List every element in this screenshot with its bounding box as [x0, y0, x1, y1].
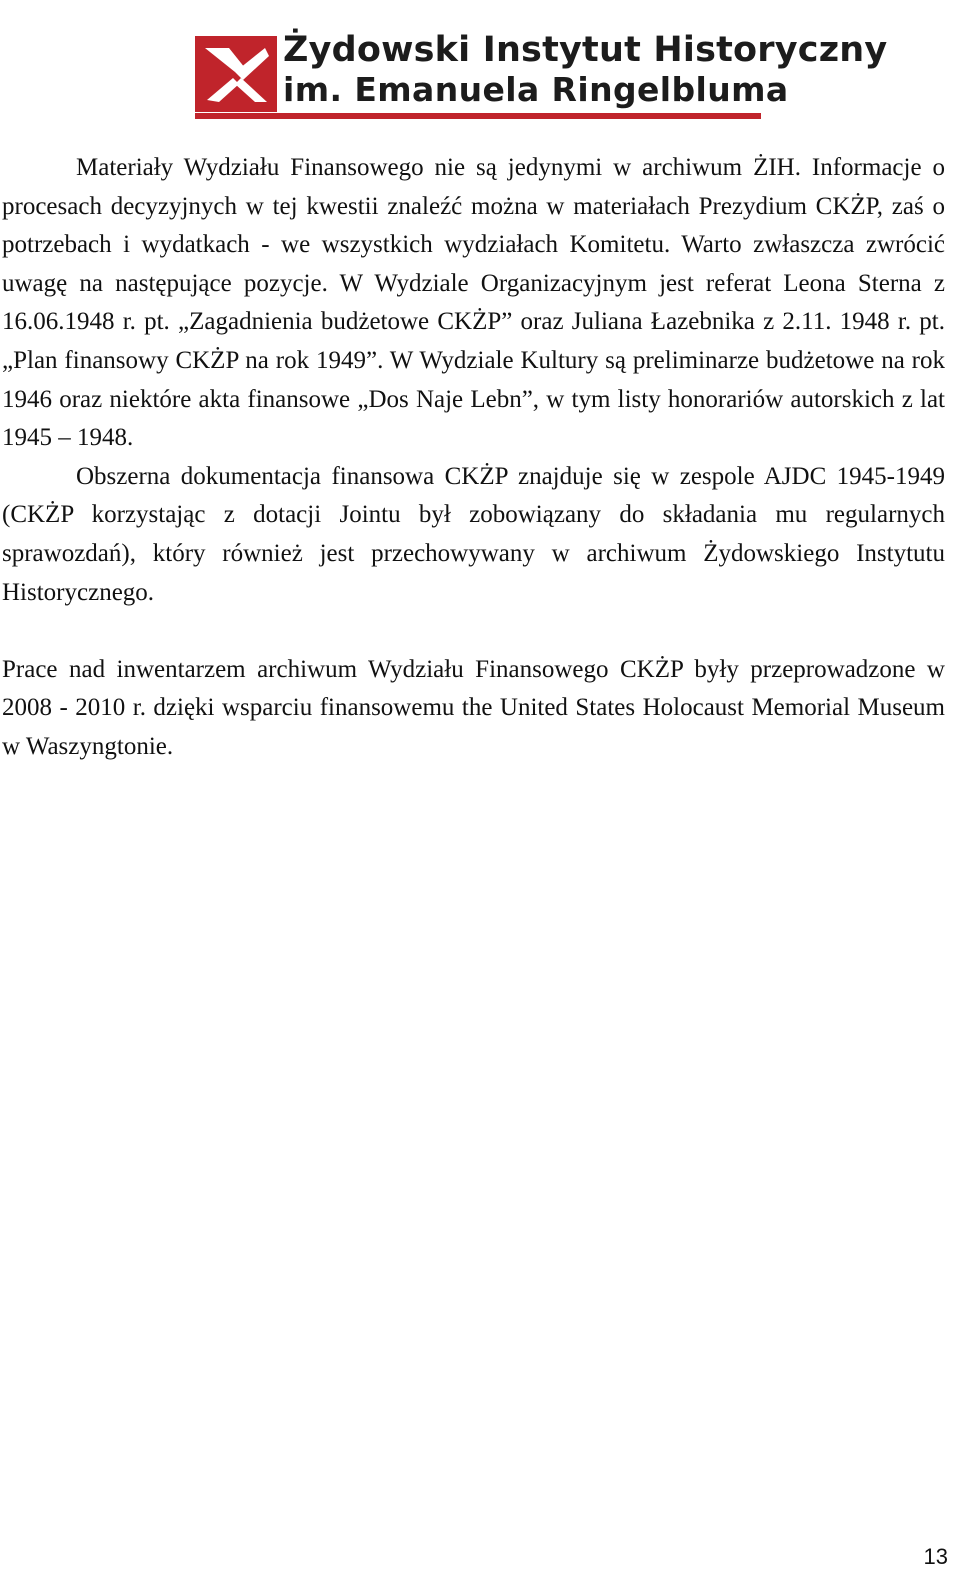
paragraph-inventory-funding: Prace nad inwentarzem archiwum Wydziału Finansowego CKŻP były przeprowadzone w 2008 - 2010 r. dzięki wsparciu finansowemu the United States Holocaust Memorial Museum w Waszyngtonie. — [2, 655, 945, 760]
page-number: 13 — [923, 1544, 948, 1569]
institute-name-line2: im. Emanuela Ringelbluma — [283, 70, 789, 109]
paragraph-archive-materials: Materiały Wydziału Finansowego nie są jedynymi w archiwum ŻIH. Informacje o procesach decyzyjnych w tej kwestii znaleźć można w materiałach Prezydium CKŻP, zaś o potrzebach i wydatkach - we wszystkich wydziałach Komitetu. Warto zwłaszcza zwrócić uwagę na następujące pozycje. W Wydziale Organizacyjnym jest referat Leona Sterna z 16.06.1948 r. pt. „Zagadnienia budżetowe CKŻP” oraz Juliana Łazebnika z 2.11. 1948 r. pt. „Plan finansowy CKŻP na rok 1949”. W Wydziale Kultury są preliminarze budżetowe na rok 1946 oraz niektóre akta finansowe „Dos Naje Lebn”, w tym listy honorariów autorskich z lat 1945 – 1948. — [2, 154, 945, 452]
paragraph-ajdc-documentation: Obszerna dokumentacja finansowa CKŻP znajduje się w zespole AJDC 1945-1949 (CKŻP korzystając z dotacji Jointu był zobowiązany do składania mu regularnych sprawozdań), który również jest przechowywany w archiwum Żydowskiego Instytutu Historycznego. — [2, 462, 945, 606]
institute-name-line1: Żydowski Instytut Historyczny — [283, 30, 888, 70]
zih-logo-icon — [195, 36, 277, 112]
logo-underline — [195, 113, 761, 119]
institute-logo — [195, 30, 888, 120]
document-body — [2, 149, 945, 767]
